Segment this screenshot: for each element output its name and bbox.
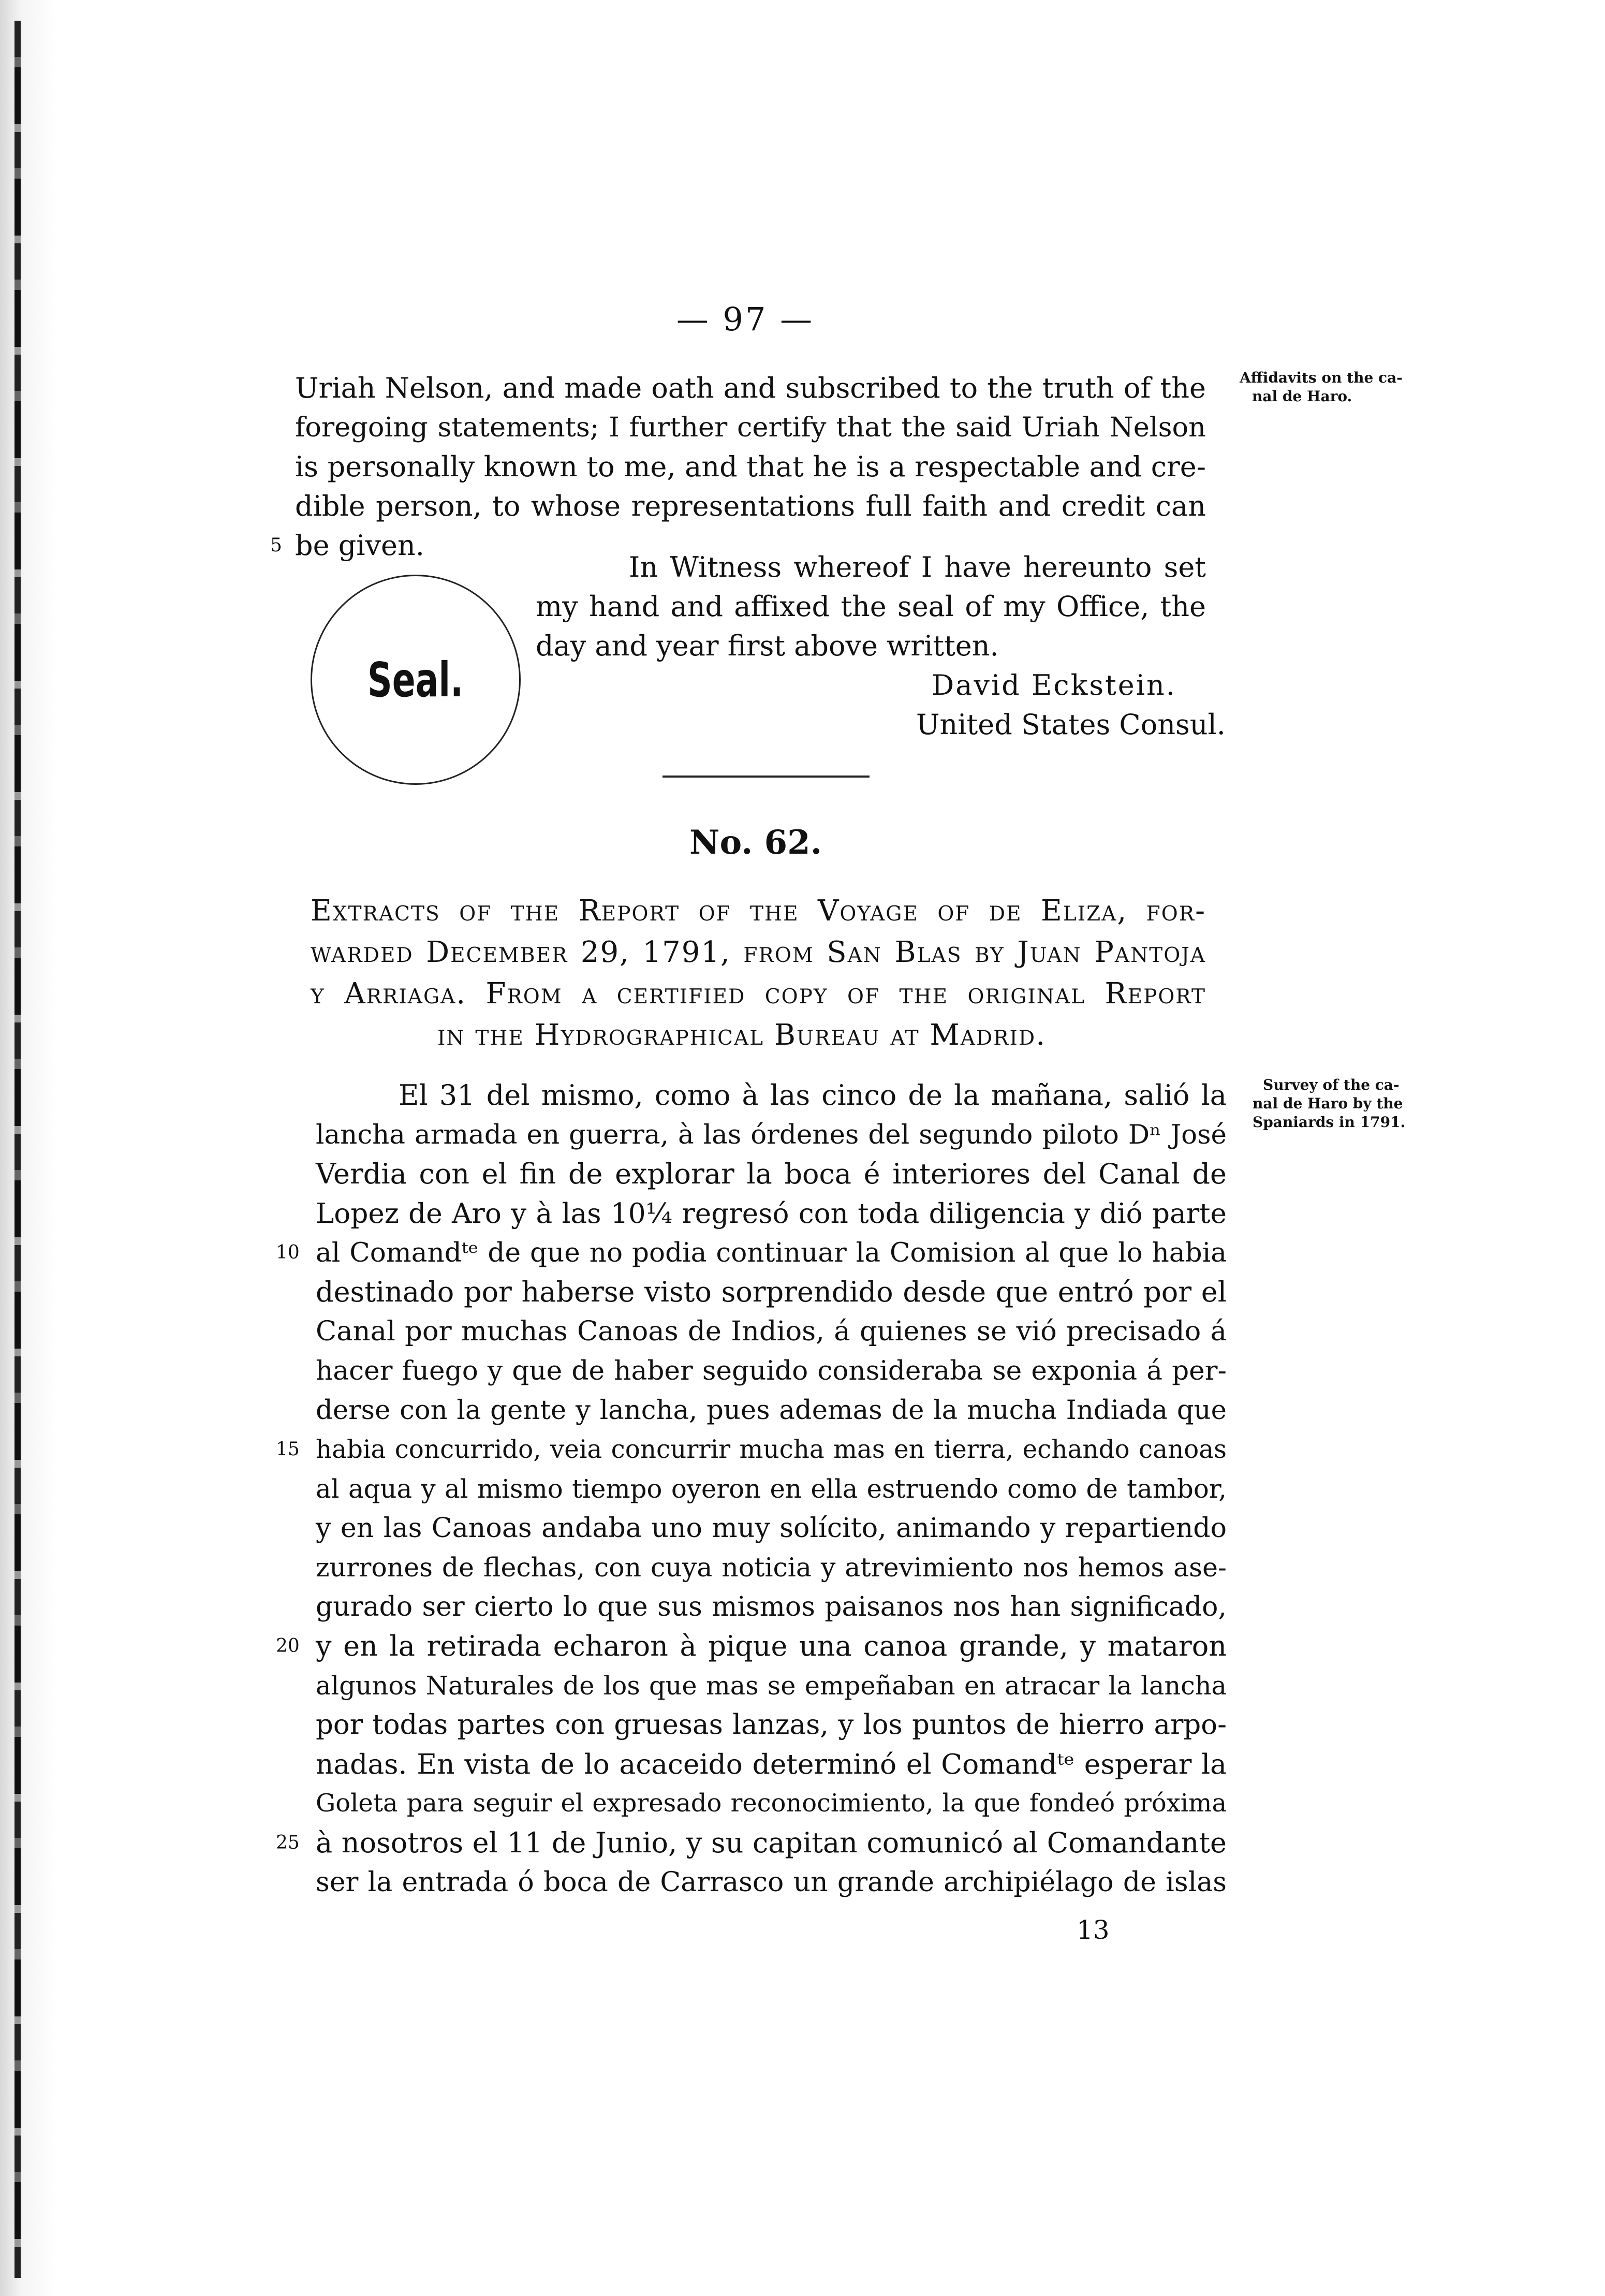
body-line: zurrones de flechas, con cuya noticia y atrevimiento nos hemos ase- [316, 1552, 1227, 1583]
body-line: y en las Canoas andaba uno muy solícito, animando y repartiendo [316, 1513, 1227, 1544]
body-line: algunos Naturales de los que mas se empeñaban en atracar la lancha [316, 1671, 1227, 1701]
section-divider [662, 776, 870, 778]
printer-signature-mark: 13 [1077, 1915, 1110, 1945]
body-line: lancha armada en guerra, à las órdenes del segundo piloto Dⁿ José [316, 1119, 1227, 1150]
line-number: 10 [276, 1242, 300, 1263]
document-title-line: in the Hydrographical Bureau at Madrid. [437, 1018, 1047, 1052]
affidavit-line: be given. [295, 529, 424, 562]
line-number: 5 [270, 535, 282, 556]
body-line: al Comandᵗᵉ de que no podia continuar la Comision al que lo habia [316, 1237, 1227, 1268]
affidavit-line: foregoing statements; I further certify that the said Uriah Nelson [295, 412, 1206, 443]
signer-title: United States Consul. [916, 708, 1226, 741]
body-line: El 31 del mismo, como à las cinco de la mañana, salió la [399, 1079, 1227, 1112]
body-line: destinado por haberse visto sorprendido desde que entró por el [316, 1276, 1227, 1308]
body-line: hacer fuego y que de haber seguido consideraba se exponia á per- [316, 1355, 1227, 1386]
body-line: nadas. En vista de lo acaceido determinó el Comandᵗᵉ esperar la [316, 1748, 1227, 1780]
margin-note-line: Affidavits on the ca- [1240, 369, 1403, 386]
margin-note-line: Survey of the ca- [1263, 1076, 1400, 1093]
body-line: por todas partes con gruesas lanzas, y los puntos de hierro arpo- [316, 1709, 1227, 1741]
witness-line: In Witness whereof I have hereunto set [629, 551, 1206, 583]
body-line: Canal por muchas Canoas de Indios, á quienes se vió precisado á [316, 1315, 1227, 1347]
body-line: Goleta para seguir el expresado reconocimiento, la que fondeó próxima [316, 1789, 1227, 1818]
body-line: Lopez de Aro y à las 10¼ regresó con toda diligencia y dió parte [316, 1197, 1227, 1230]
body-line: y en la retirada echaron à pique una canoa grande, y mataron [316, 1630, 1227, 1662]
margin-note-line: Spaniards in 1791. [1253, 1114, 1406, 1131]
affidavit-line: dible person, to whose representations full faith and credit can [295, 490, 1206, 522]
body-line: à nosotros el 11 de Junio, y su capitan comunicó al Comandante [316, 1826, 1227, 1859]
body-line: ser la entrada ó boca de Carrasco un grande archipiélago de islas [316, 1867, 1227, 1898]
document-number: No. 62. [689, 823, 822, 862]
page-binding-shadow [0, 0, 57, 2296]
witness-line: day and year first above written. [536, 630, 999, 662]
seal-label: Seal. [367, 652, 464, 708]
body-line: Verdia con el fin de explorar la boca é interiores del Canal de [316, 1158, 1227, 1190]
binding-edge [14, 21, 21, 2278]
affidavit-line: Uriah Nelson, and made oath and subscribed to the truth of the [295, 372, 1206, 404]
page-folio: — 97 — [676, 300, 815, 338]
line-number: 25 [276, 1832, 300, 1853]
line-number: 15 [276, 1439, 300, 1460]
document-title-line: warded December 29, 1791, from San Blas by Juan Pantoja [311, 935, 1206, 969]
margin-note-affidavits [1240, 369, 1416, 406]
body-line: derse con la gente y lancha, pues ademas de la mucha Indiada que [316, 1395, 1227, 1426]
body-line: al aqua y al mismo tiempo oyeron en ella estruendo como de tambor, [316, 1474, 1227, 1504]
affidavit-line: is personally known to me, and that he is a respectable and cre- [295, 450, 1206, 483]
signer-name: David Eckstein. [932, 669, 1176, 701]
margin-note-line: nal de Haro. [1252, 388, 1352, 405]
line-number: 20 [276, 1635, 300, 1657]
body-line: habia concurrido, veia concurrir mucha mas en tierra, echando canoas [316, 1435, 1227, 1464]
document-title-line: y Arriaga. From a certified copy of the original Report [311, 977, 1206, 1011]
witness-line: my hand and affixed the seal of my Office, the [536, 590, 1206, 623]
document-title-line: Extracts of the Report of the Voyage of de Eliza, for- [311, 894, 1206, 928]
body-line: gurado ser cierto lo que sus mismos paisanos nos han significado, [316, 1591, 1227, 1622]
seal-stamp [311, 575, 521, 785]
margin-note-line: nal de Haro by the [1253, 1095, 1403, 1112]
margin-note-survey [1253, 1076, 1429, 1132]
